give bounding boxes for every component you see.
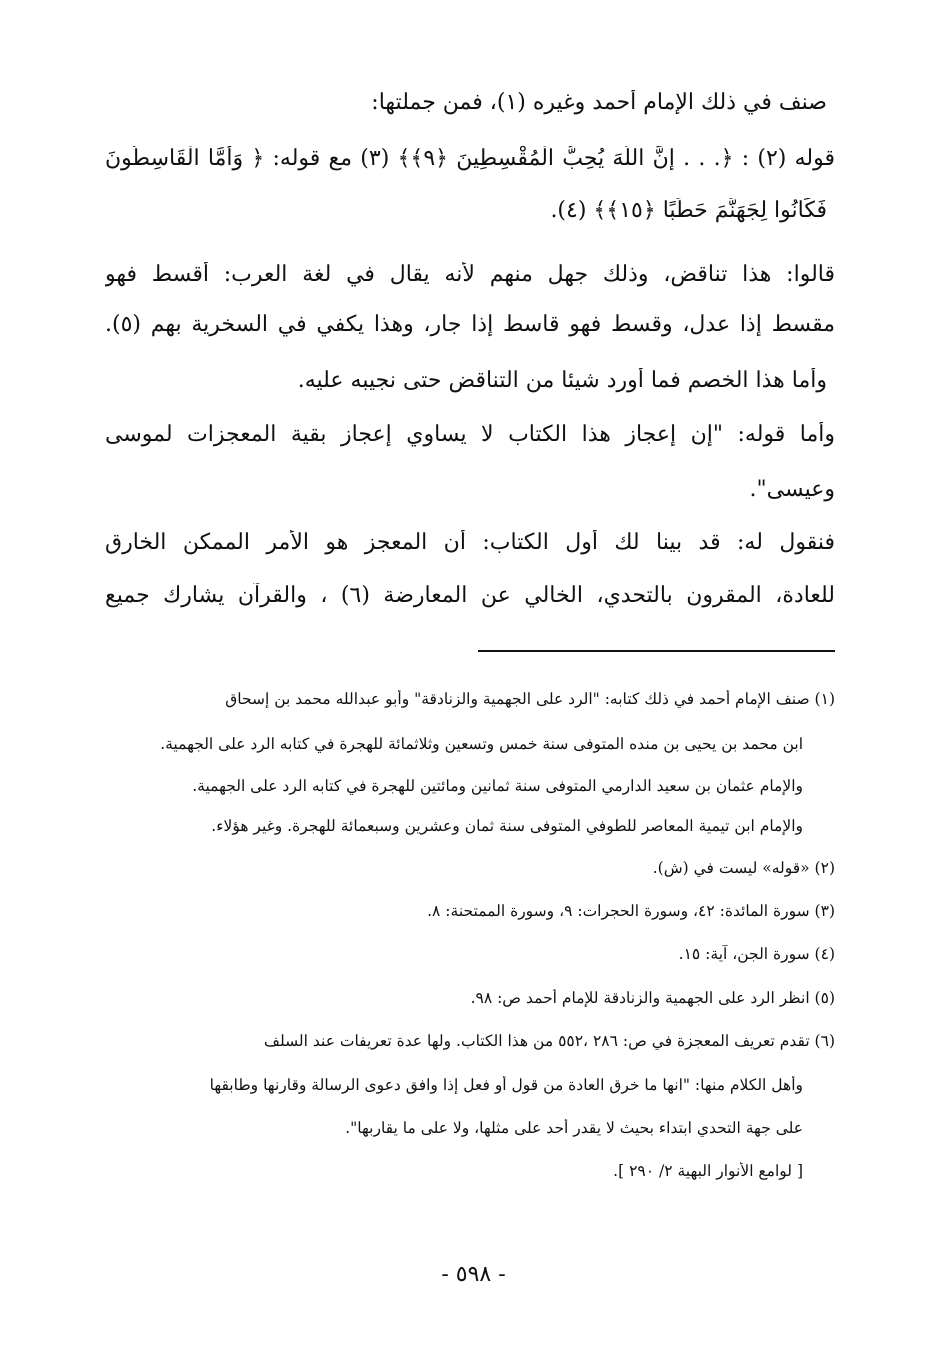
footnote-3: (٣) سورة المائدة: ٤٢، وسورة الحجرات: ٩، وسورة الممتحنة: ٨. — [427, 902, 835, 920]
body-line-2: قوله (٢) : ﴿. . . إنَّ اللَّهَ يُحِبُّ الْمُقْسِطِينَ ﴿٩﴾﴾ (٣) مع قوله: ﴿ وَأَمَّا الْقَاسِطُونَ — [105, 146, 835, 171]
footnote-1-line-4: والإمام ابن تيمية المعاصر للطوفي المتوفى سنة ثمان وعشرين وسبعمائة للهجرة. وغير هؤلاء. — [211, 817, 803, 835]
body-line-6: وأما هذا الخصم فما أورد شيئا من التناقض حتى نجيبه عليه. — [297, 368, 827, 393]
footnote-6-line-2: وأهل الكلام منها: "انها ما خرق العادة من قول أو فعل إذا وافق دعوى الرسالة وقارنها وطابقها — [209, 1076, 803, 1094]
footnote-separator — [478, 650, 835, 652]
footnote-2: (٢) «قوله» ليست في (ش). — [652, 859, 835, 877]
body-line-10: للعادة، المقرون بالتحدي، الخالي عن المعارضة (٦) ، والقرآن يشارك جميع — [105, 583, 835, 608]
footnote-1-line-2: ابن محمد بن يحيى بن منده المتوفى سنة خمس وتسعين وثلاثمائة للهجرة في كتابه الرد على الجهمية. — [160, 735, 803, 753]
body-line-3: فَكَانُوا لِجَهَنَّمَ حَطَبًا ﴿١٥﴾﴾ (٤). — [550, 198, 827, 223]
footnote-1-line-1: (١) صنف الإمام أحمد في ذلك كتابه: "الرد على الجهمية والزنادقة" وأبو عبدالله محمد بن إسحاق — [225, 690, 835, 708]
body-line-4: قالوا: هذا تناقض، وذلك جهل منهم لأنه يقال في لغة العرب: أقسط فهو — [105, 262, 835, 287]
footnote-6-line-3: على جهة التحدي ابتداء بحيث لا يقدر أحد على مثلها، ولا على ما يقاربها". — [345, 1119, 803, 1137]
body-line-8: وعيسى". — [749, 477, 835, 502]
footnote-1-line-3: والإمام عثمان بن سعيد الدارمي المتوفى سنة ثمانين ومائتين للهجرة في كتابه الرد على الجهمية. — [192, 777, 803, 795]
body-line-5: مقسط إذا عدل، وقسط فهو قاسط إذا جار، وهذا يكفي في السخرية بهم (٥). — [105, 312, 835, 337]
footnote-5: (٥) انظر الرد على الجهمية والزنادقة للإمام أحمد ص: ٩٨. — [470, 989, 835, 1007]
body-line-9: فنقول له: قد بينا لك أول الكتاب: أن المعجز هو الأمر الممكن الخارق — [105, 530, 835, 555]
footnote-6-line-1: (٦) تقدم تعريف المعجزة في ص: ٢٨٦ ،٥٥٢ من هذا الكتاب. ولها عدة تعريفات عند السلف — [263, 1032, 835, 1050]
page-number: - ٥٩٨ - — [441, 1262, 506, 1287]
footnote-4: (٤) سورة الجن، آية: ١٥. — [678, 945, 835, 963]
body-line-1: صنف في ذلك الإمام أحمد وغيره (١)، فمن جملتها: — [371, 90, 827, 115]
footnote-6-line-4: [ لوامع الأنوار البهية ٢/ ٢٩٠ ]. — [613, 1162, 803, 1180]
body-line-7: وأما قوله: "إن إعجاز هذا الكتاب لا يساوي إعجاز بقية المعجزات لموسى — [105, 422, 835, 447]
